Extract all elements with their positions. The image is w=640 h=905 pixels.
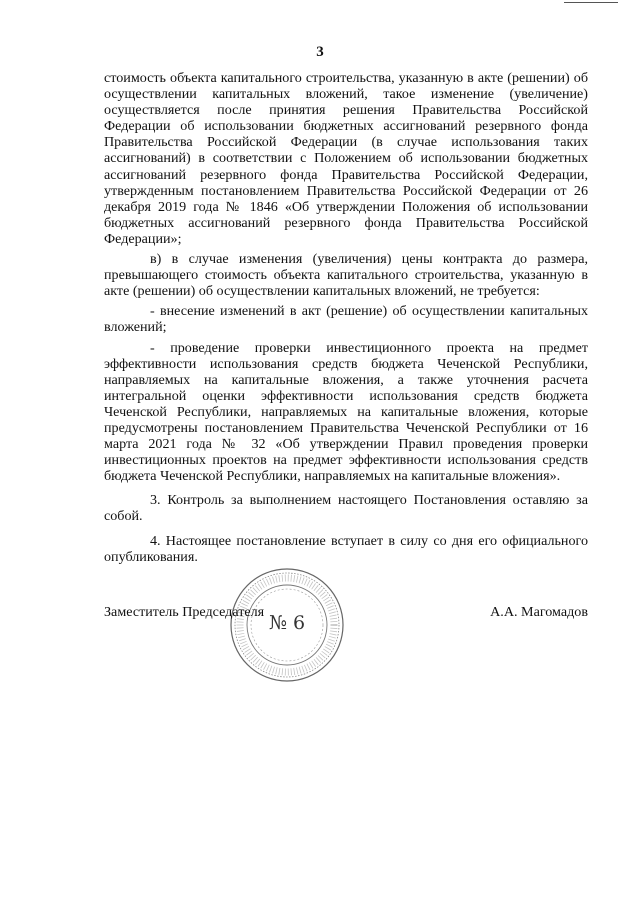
signature-block [104, 604, 588, 624]
paragraph-item-4: 4. Настоящее постановление вступает в силу со дня его официального опубликования. [104, 532, 588, 565]
paragraph-continuation: стоимость объекта капитального строительства, указанную в акте (решении) об осуществлении капитальных вложений, такое изменение (увеличение) осуществляется после принятия решения Правительства Российской Федерации об использовании бюджетных ассигнований резервного фонда Правительства Российской Федерации (в случае использования таких ассигнований) в соответствии с Положением об использовании бюджетных ассигнований резервного фонда Правительства Российской Федерации, утвержденным постановлением Правительства Российской Федерации от 26 декабря 2019 года № 1846 «Об утверждении Положения об использовании бюджетных ассигнований резервного фонда Правительства Российской Федерации»; [104, 70, 588, 247]
paragraph-item-3: 3. Контроль за выполнением настоящего Постановления оставляю за собой. [104, 492, 588, 525]
corner-mark [564, 2, 618, 3]
signatory-name: А.А. Магомадов [490, 604, 588, 620]
document-body [104, 70, 588, 565]
official-seal [228, 566, 346, 684]
paragraph-dash-1: - внесение изменений в акт (решение) об осуществлении капитальных вложений; [104, 303, 588, 336]
paragraph-dash-2: - проведение проверки инвестиционного проекта на предмет эффективности использования средств бюджета Чеченской Республики, направляемых на капитальные вложения, а также уточнения расчета интегральной оценки эффективности использования средств бюджета Чеченской Республики, направляемых на капитальные вложения, которые предусмотрены постановлением Правительства Чеченской Республики от 16 марта 2021 года № 32 «Об утверждении Правил проведения проверки инвестиционных проектов на предмет эффективности использования средств бюджета Чеченской Республики, направляемых на капитальные вложения». [104, 339, 588, 485]
seal-number: № 6 [268, 612, 306, 634]
paragraph-subitem-v: в) в случае изменения (увеличения) цены контракта до размера, превышающего стоимость объекта капитального строительства, указанную в акте (решении) об осуществлении капитальных вложений, не требуется: [104, 251, 588, 300]
page-number: 3 [316, 44, 324, 60]
signatory-position: Заместитель Председателя [104, 604, 265, 620]
